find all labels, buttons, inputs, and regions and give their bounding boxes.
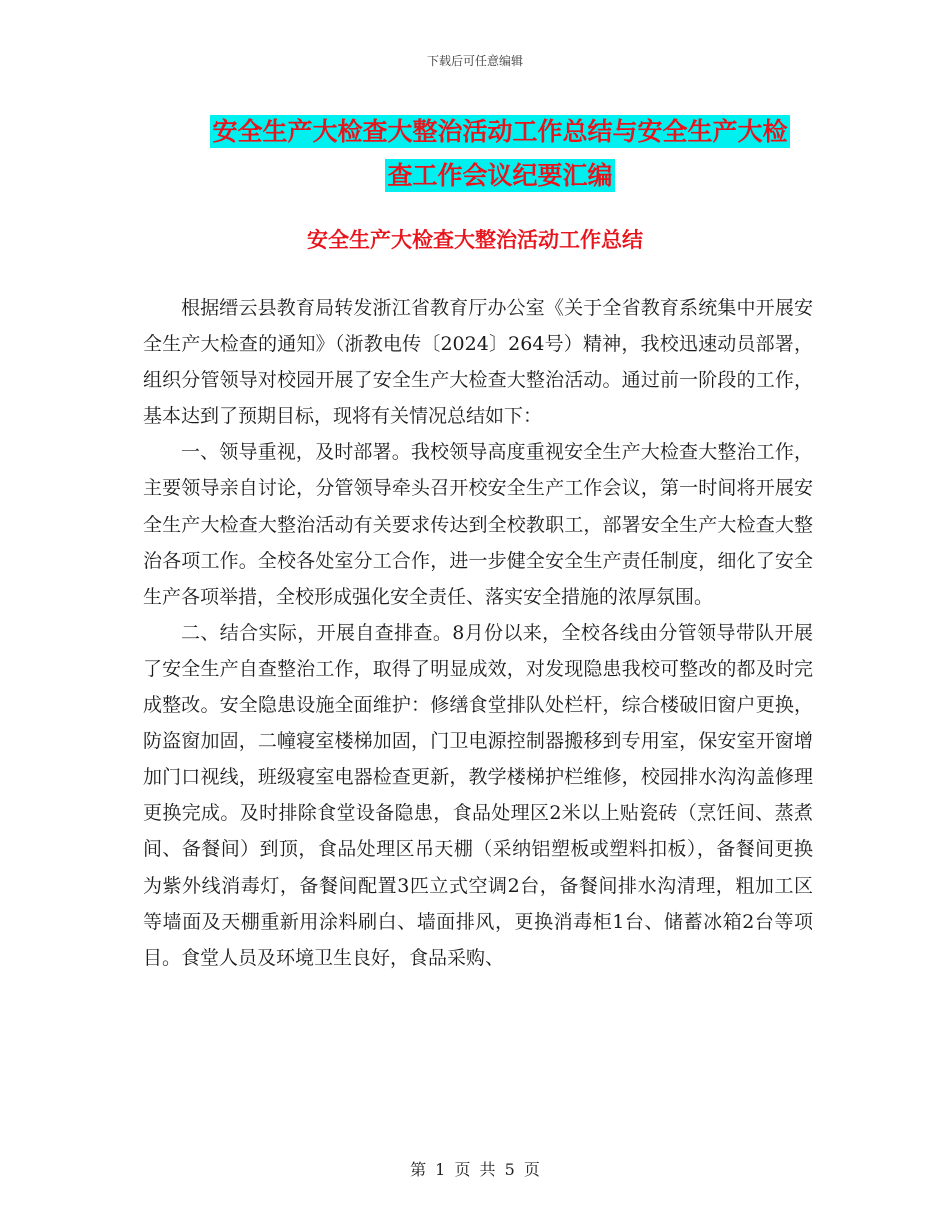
paragraph-leadership: 一、领导重视，及时部署。我校领导高度重视安全生产大检查大整治工作，主要领导亲自讨论，分管领导牵头召开校安全生产工作会议，第一时间将开展安全生产大检查大整治活动有关要求传达到全校教职工，部署安全生产大检查大整治各项工作。全校各处室分工合作，进一步健全安全生产责任制度，细化了安全生产各项举措，全校形成强化安全责任、落实安全措施的浓厚氛围。: [143, 441, 813, 608]
header-note: 下载后可任意编辑: [426, 54, 523, 68]
section-title: 安全生产大检查大整治活动工作总结: [307, 228, 643, 252]
paragraph-intro: 根据缙云县教育局转发浙江省教育厅办公室《关于全省教育系统集中开展安全生产大检查的通知》（浙教电传〔2024〕264号）精神，我校迅速动员部署，组织分管领导对校园开展了安全生产大检查大整治活动。通过前一阶段的工作，基本达到了预期目标，现将有关情况总结如下：: [143, 297, 813, 428]
document-title-line-2: 查工作会议纪要汇编: [387, 161, 613, 190]
document-title-line-1: 安全生产大检查大整治活动工作总结与安全生产大检: [212, 117, 788, 146]
document-body: [143, 290, 813, 976]
document-title: [150, 110, 850, 198]
page-number: 第 1 页 共 5 页: [410, 1160, 540, 1179]
paragraph-self-inspection: 二、结合实际，开展自查排查。8月份以来，全校各线由分管领导带队开展了安全生产自查整治工作，取得了明显成效，对发现隐患我校可整改的都及时完成整改。安全隐患设施全面维护：修缮食堂排队处栏杆，综合楼破旧窗户更换，防盗窗加固，二幢寝室楼梯加固，门卫电源控制器搬移到专用室，保安室开窗增加门口视线，班级寝室电器检查更新，教学楼梯护栏维修，校园排水沟沟盖修理更换完成。及时排除食堂设备隐患，食品处理区2米以上贴瓷砖（烹饪间、蒸煮间、备餐间）到顶，食品处理区吊天棚（采纳铝塑板或塑料扣板），备餐间更换为紫外线消毒灯，备餐间配置3匹立式空调2台，备餐间排水沟清理，粗加工区等墙面及天棚重新用涂料刷白、墙面排风，更换消毒柜1台、储蓄冰箱2台等项目。食堂人员及环境卫生良好，食品采购、: [143, 621, 813, 969]
